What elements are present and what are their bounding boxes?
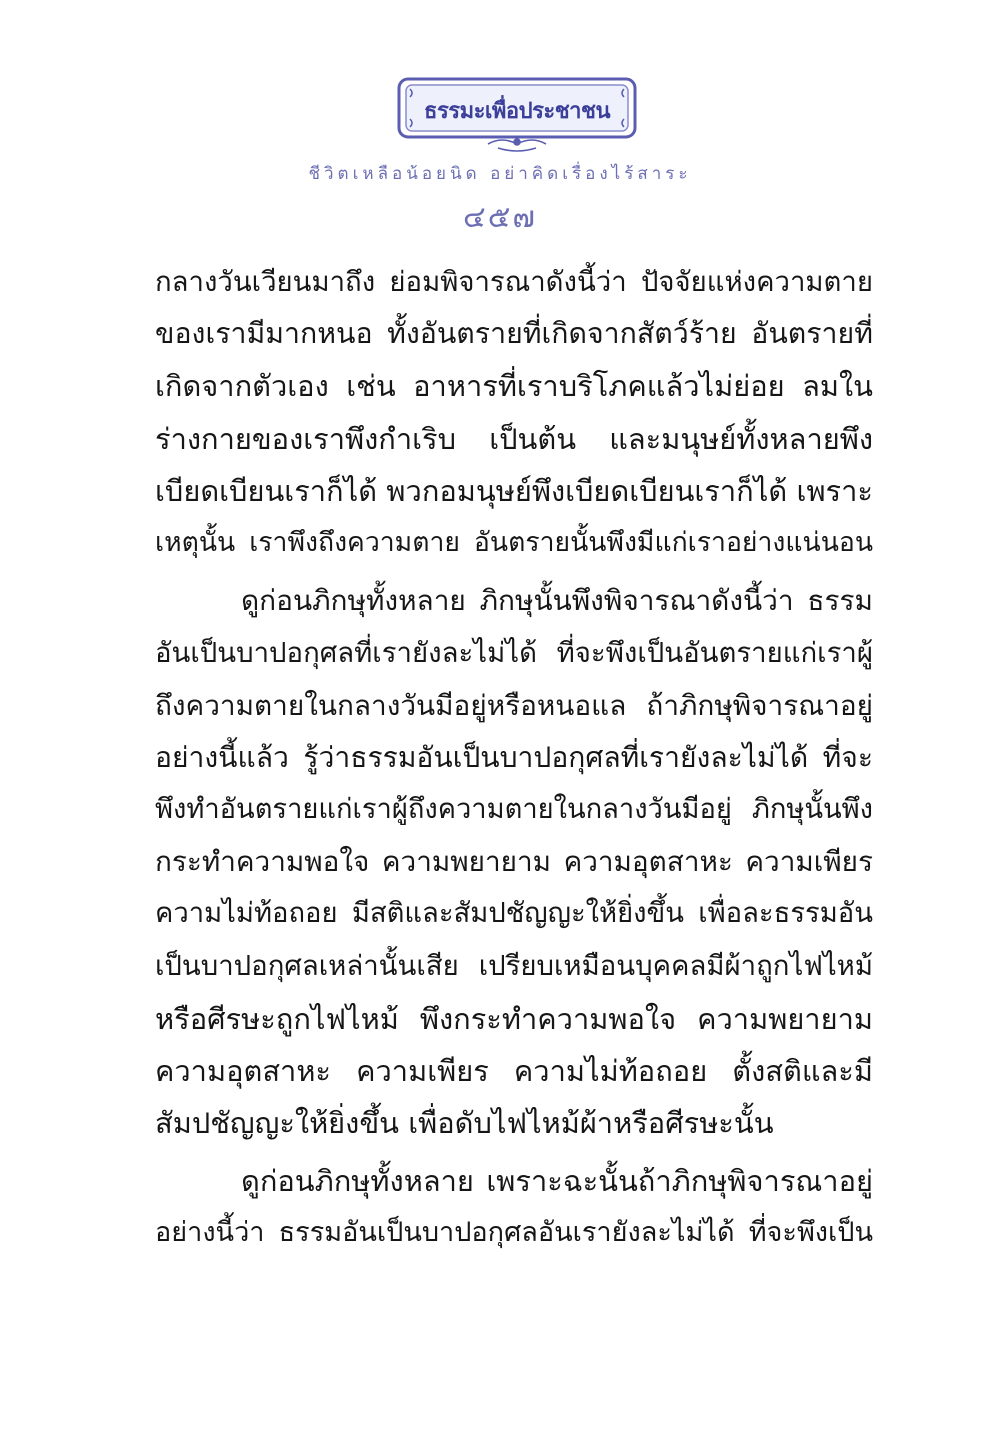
text-line: เป็นบาปอกุศลเหล่านั้นเสีย เปรียบเหมือนบุคคลมีผ้าถูกไฟไหม้	[155, 950, 873, 983]
logo-text: ธรรมะเพื่อประชาชน	[424, 99, 610, 124]
text-line: อันเป็นบาปอกุศลที่เรายังละไม่ได้ ที่จะพึงเป็นอันตรายแก่เราผู้	[155, 637, 873, 670]
text-line: ของเรามีมากหนอ ทั้งอันตรายที่เกิดจากสัตว์ร้าย อันตรายที่	[155, 317, 873, 351]
page-number: ๔๕๗	[463, 200, 537, 235]
text-line: เหตุนั้น เราพึงถึงความตาย อันตรายนั้นพึงมีแก่เราอย่างแน่นอน	[155, 526, 873, 558]
text-line: ความอุตสาหะ ความเพียร ความไม่ท้อถอย ตั้งสติและมี	[155, 1053, 873, 1088]
text-line: อย่างนี้แล้ว รู้ว่าธรรมอันเป็นบาปอกุศลที่เรายังละไม่ได้ ที่จะ	[155, 740, 873, 774]
text-line: เกิดจากตัวเอง เช่น อาหารที่เราบริโภคแล้วไม่ย่อย ลมใน	[155, 369, 873, 404]
text-line: ถึงความตายในกลางวันมีอยู่หรือหนอแล ถ้าภิกษุพิจารณาอยู่	[155, 688, 873, 722]
text-line: กลางวันเวียนมาถึง ย่อมพิจารณาดังนี้ว่า ปัจจัยแห่งความตาย	[155, 266, 873, 298]
subtitle: ชีวิตเหลือน้อยนิด อย่าคิดเรื่องไร้สาระ	[308, 164, 692, 184]
text-line: ดูก่อนภิกษุทั้งหลาย ภิกษุนั้นพึงพิจารณาดังนี้ว่า ธรรม	[241, 584, 873, 618]
paragraph	[155, 575, 873, 1149]
text-line: สัมปชัญญะให้ยิ่งขึ้น เพื่อดับไฟไหม้ผ้าหรือศีรษะนั้น	[155, 1106, 774, 1140]
text-line: ความไม่ท้อถอย มีสติและสัมปชัญญะให้ยิ่งขึ้น เพื่อละธรรมอัน	[155, 898, 873, 930]
text-line: กระทำความพอใจ ความพยายาม ความอุตสาหะ ความเพียร	[155, 845, 873, 879]
body-text	[155, 256, 873, 1266]
text-line: พึงทำอันตรายแก่เราผู้ถึงความตายในกลางวันมีอยู่ ภิกษุนั้นพึง	[155, 793, 873, 825]
text-line: อย่างนี้ว่า ธรรมอันเป็นบาปอกุศลอันเรายังละไม่ได้ ที่จะพึงเป็น	[155, 1217, 873, 1249]
paragraph	[155, 1155, 873, 1259]
text-line: ร่างกายของเราพึงกำเริบ เป็นต้น และมนุษย์ทั้งหลายพึง	[155, 421, 873, 456]
ornament-icon	[488, 139, 546, 151]
paragraph	[155, 256, 873, 569]
text-line: เบียดเบียนเราก็ได้ พวกอมนุษย์พึงเบียดเบียนเราก็ได้ เพราะ	[155, 473, 873, 508]
text-line: ดูก่อนภิกษุทั้งหลาย เพราะฉะนั้นถ้าภิกษุพิจารณาอยู่	[241, 1164, 873, 1199]
text-line: หรือศีรษะถูกไฟไหม้ พึงกระทำความพอใจ ความพยายาม	[155, 1001, 873, 1036]
header-logo	[396, 76, 638, 154]
